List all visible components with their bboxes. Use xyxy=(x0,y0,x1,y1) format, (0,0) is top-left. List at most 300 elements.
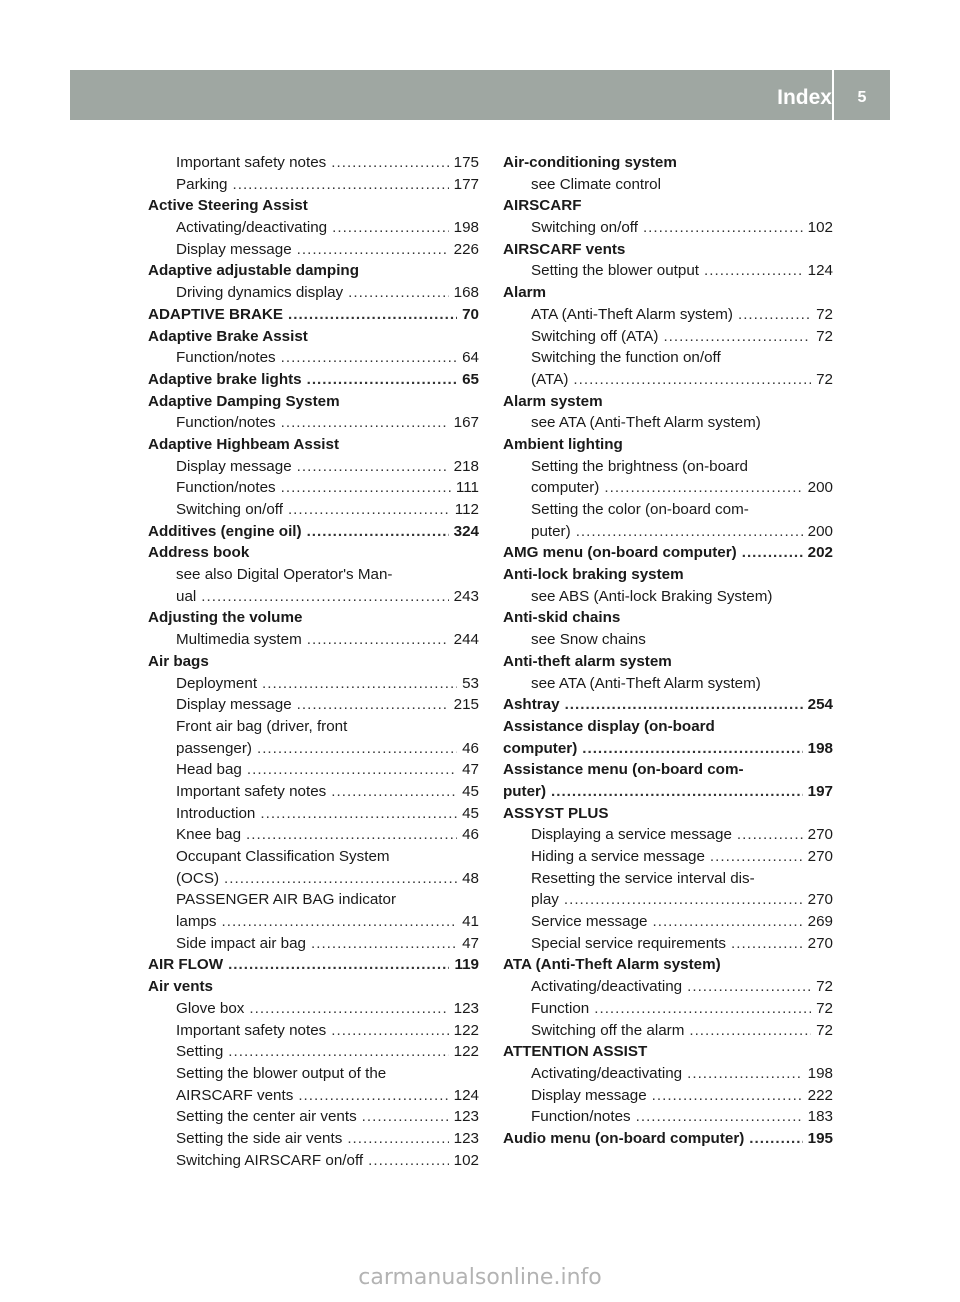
entry-text: Air bags xyxy=(148,652,209,670)
entry-text: Switching the function on/off xyxy=(531,349,721,367)
index-subentry xyxy=(148,477,479,499)
dot-leader xyxy=(565,694,803,716)
dot-leader xyxy=(257,738,457,760)
index-subentry xyxy=(503,347,833,369)
index-heading xyxy=(503,694,833,716)
page-reference[interactable]: 53 xyxy=(462,674,479,692)
entry-text: Switching off (ATA) xyxy=(531,327,659,345)
index-subentry xyxy=(148,998,479,1020)
dot-leader xyxy=(582,738,802,760)
dot-leader xyxy=(298,1085,448,1107)
entry-text: Special service requirements xyxy=(531,934,726,952)
entry-text: Function/notes xyxy=(176,479,276,497)
entry-text: ADAPTIVE BRAKE xyxy=(148,305,284,323)
page-reference[interactable]: 102 xyxy=(807,219,833,237)
section-title: Index xyxy=(777,86,832,109)
index-heading xyxy=(503,542,833,564)
entry-text: Setting the side air vents xyxy=(176,1129,343,1147)
dot-leader xyxy=(307,369,457,391)
index-subentry xyxy=(148,499,479,521)
page-reference[interactable]: 254 xyxy=(807,696,833,714)
dot-leader xyxy=(297,694,449,716)
entry-text: Adaptive brake lights xyxy=(148,370,302,388)
dot-leader xyxy=(594,998,811,1020)
page-reference[interactable]: 270 xyxy=(807,934,833,952)
page-reference[interactable]: 200 xyxy=(807,479,833,497)
index-subentry xyxy=(503,1063,833,1085)
index-heading xyxy=(503,954,833,976)
index-heading xyxy=(148,195,479,217)
page-reference[interactable]: 195 xyxy=(807,1129,833,1147)
page-reference[interactable]: 215 xyxy=(453,696,479,714)
page-reference[interactable]: 111 xyxy=(455,479,479,497)
index-subentry xyxy=(148,1128,479,1150)
page-reference[interactable]: 324 xyxy=(453,522,479,540)
page-reference[interactable]: 270 xyxy=(807,891,833,909)
dot-leader xyxy=(636,1106,803,1128)
dot-leader xyxy=(368,1150,449,1172)
index-subentry xyxy=(148,803,479,825)
page-reference[interactable]: 112 xyxy=(454,501,479,518)
dot-leader xyxy=(564,889,803,911)
entry-text: Ambient lighting xyxy=(503,435,623,453)
entry-text: (OCS) xyxy=(176,869,220,887)
watermark: carmanualsonline.info xyxy=(358,1265,602,1290)
entry-text: AIRSCARF vents xyxy=(503,240,626,258)
index-heading xyxy=(148,542,479,564)
index-heading xyxy=(503,759,833,781)
index-subentry xyxy=(503,673,833,695)
entry-text: (ATA) xyxy=(531,370,569,388)
dot-leader xyxy=(704,260,803,282)
dot-leader xyxy=(551,781,803,803)
index-subentry xyxy=(503,976,833,998)
index-heading xyxy=(503,239,833,261)
dot-leader xyxy=(731,933,803,955)
index-heading xyxy=(503,781,833,803)
index-subentry xyxy=(503,217,833,239)
dot-leader xyxy=(742,542,803,564)
page-reference[interactable]: 45 xyxy=(462,804,479,822)
dot-leader xyxy=(249,998,448,1020)
index-subentry xyxy=(148,694,479,716)
page-reference[interactable]: 226 xyxy=(453,240,479,258)
index-subentry xyxy=(503,1020,833,1042)
index-subentry xyxy=(503,521,833,543)
index-heading xyxy=(503,434,833,456)
entry-text: Air-conditioning system xyxy=(503,154,677,171)
index-subentry xyxy=(148,781,479,803)
entry-text: Assistance menu (on-board com- xyxy=(503,761,744,779)
dot-leader xyxy=(738,304,811,326)
entry-text: see ATA (Anti-Theft Alarm system) xyxy=(531,674,761,692)
entry-text: Driving dynamics display xyxy=(176,284,344,302)
page-reference[interactable]: 46 xyxy=(462,739,479,757)
index-heading xyxy=(503,738,833,760)
entry-text: Hiding a service message xyxy=(531,848,705,865)
entry-text: Introduction xyxy=(176,804,256,822)
index-heading xyxy=(503,607,833,629)
index-subentry xyxy=(148,716,479,738)
page-reference[interactable]: 70 xyxy=(462,305,479,323)
index-subentry xyxy=(148,456,479,478)
entry-text: Display message xyxy=(531,1086,647,1104)
dot-leader xyxy=(687,1063,803,1085)
entry-text: Function/notes xyxy=(176,349,276,367)
dot-leader xyxy=(281,347,457,369)
page-reference[interactable]: 183 xyxy=(807,1108,833,1126)
page-reference[interactable]: 270 xyxy=(807,826,833,844)
entry-text: Air vents xyxy=(148,978,213,996)
index-subentry xyxy=(503,1106,833,1128)
dot-leader xyxy=(233,174,449,196)
entry-text: PASSENGER AIR BAG indicator xyxy=(176,891,397,909)
page-reference[interactable]: 122 xyxy=(453,1021,479,1039)
index-subentry xyxy=(503,868,833,890)
entry-text: Ashtray xyxy=(503,696,560,714)
page-reference[interactable]: 123 xyxy=(453,1108,479,1126)
entry-text: computer) xyxy=(531,479,600,497)
entry-text: Service message xyxy=(531,913,648,931)
entry-text: Adaptive Brake Assist xyxy=(148,327,308,345)
page-reference[interactable]: 218 xyxy=(453,457,479,475)
page-reference[interactable]: 102 xyxy=(453,1151,479,1169)
entry-text: AIRSCARF vents xyxy=(176,1086,294,1104)
page-reference[interactable]: 222 xyxy=(807,1086,833,1104)
dot-leader xyxy=(749,1128,802,1150)
dot-leader xyxy=(347,1128,448,1150)
index-subentry xyxy=(148,564,479,586)
index-subentry xyxy=(148,911,479,933)
entry-text: Side impact air bag xyxy=(176,934,307,952)
index-subentry xyxy=(503,998,833,1020)
dot-leader xyxy=(653,911,803,933)
entry-text: Alarm system xyxy=(503,392,603,410)
entry-text: Assistance display (on-board xyxy=(503,717,715,735)
index-subentry xyxy=(148,824,479,846)
index-subentry xyxy=(148,673,479,695)
index-heading xyxy=(148,521,479,543)
entry-text: Activating/deactivating xyxy=(531,978,683,996)
index-subentry xyxy=(148,152,479,174)
index-heading xyxy=(148,326,479,348)
page-reference[interactable]: 123 xyxy=(453,999,479,1017)
index-heading xyxy=(148,434,479,456)
entry-text: Anti-theft alarm system xyxy=(503,652,672,670)
index-subentry xyxy=(503,1085,833,1107)
entry-text: puter) xyxy=(503,782,547,800)
page-reference[interactable]: 197 xyxy=(807,782,833,800)
dot-leader xyxy=(307,521,449,543)
entry-text: Important safety notes xyxy=(176,782,327,800)
entry-text: Switching AIRSCARF on/off xyxy=(176,1151,364,1169)
index-heading xyxy=(503,651,833,673)
entry-text: Setting the blower output xyxy=(531,262,700,280)
dot-leader xyxy=(228,954,449,976)
entry-text: see Climate control xyxy=(531,175,661,193)
entry-text: Display message xyxy=(176,457,292,475)
entry-text: Multimedia system xyxy=(176,631,302,649)
dot-leader xyxy=(331,1020,448,1042)
page-reference[interactable]: 72 xyxy=(816,978,833,996)
entry-text: Important safety notes xyxy=(176,154,327,171)
entry-text: Setting the brightness (on-board xyxy=(531,457,748,475)
entry-text: Important safety notes xyxy=(176,1021,327,1039)
index-heading xyxy=(503,1041,833,1063)
index-heading xyxy=(148,304,479,326)
index-subentry xyxy=(148,1041,479,1063)
index-heading xyxy=(503,564,833,586)
entry-text: Active Steering Assist xyxy=(148,197,308,215)
entry-text: Resetting the service interval dis- xyxy=(531,869,755,887)
entry-text: computer) xyxy=(503,739,578,757)
index-heading xyxy=(148,260,479,282)
entry-text: Anti-lock braking system xyxy=(503,566,684,584)
entry-text: see ABS (Anti-lock Braking System) xyxy=(531,587,773,605)
entry-text: Function/notes xyxy=(176,414,276,432)
index-heading xyxy=(148,391,479,413)
page-reference[interactable]: 64 xyxy=(462,349,479,367)
page-reference[interactable]: 198 xyxy=(807,1064,833,1082)
dot-leader xyxy=(297,456,449,478)
index-subentry xyxy=(503,933,833,955)
index-subentry xyxy=(148,759,479,781)
dot-leader xyxy=(288,304,457,326)
index-subentry xyxy=(148,217,479,239)
index-heading xyxy=(503,195,833,217)
dot-leader xyxy=(224,868,457,890)
page-reference[interactable]: 123 xyxy=(453,1129,479,1147)
entry-text: ASSYST PLUS xyxy=(503,804,609,822)
entry-text: ATA (Anti-Theft Alarm system) xyxy=(531,305,733,323)
dot-leader xyxy=(222,911,458,933)
index-subentry xyxy=(148,1085,479,1107)
entry-text: lamps xyxy=(176,913,217,931)
index-subentry xyxy=(148,412,479,434)
dot-leader xyxy=(247,759,457,781)
index-heading xyxy=(148,954,479,976)
entry-text: Anti-skid chains xyxy=(503,609,621,627)
page-reference[interactable]: 47 xyxy=(462,761,479,779)
entry-text: Front air bag (driver, front xyxy=(176,717,348,735)
page-reference[interactable]: 177 xyxy=(453,175,479,193)
dot-leader xyxy=(348,282,449,304)
entry-text: Additives (engine oil) xyxy=(148,522,302,540)
dot-leader xyxy=(689,1020,811,1042)
index-heading xyxy=(503,1128,833,1150)
page-reference[interactable]: 175 xyxy=(453,154,479,171)
entry-text: see ATA (Anti-Theft Alarm system) xyxy=(531,414,761,432)
page-reference[interactable]: 45 xyxy=(462,782,479,800)
index-subentry xyxy=(148,889,479,911)
index-subentry xyxy=(503,846,833,868)
dot-leader xyxy=(652,1085,803,1107)
entry-text: passenger) xyxy=(176,739,252,757)
entry-text: puter) xyxy=(531,522,571,540)
page-reference[interactable]: 167 xyxy=(453,414,479,432)
page-number: 5 xyxy=(857,89,867,106)
page-reference[interactable]: 269 xyxy=(807,913,833,931)
dot-leader xyxy=(332,217,449,239)
index-subentry xyxy=(503,477,833,499)
index-subentry xyxy=(148,738,479,760)
entry-text: Switching off the alarm xyxy=(531,1021,685,1039)
dot-leader xyxy=(228,1041,448,1063)
page-reference[interactable]: 202 xyxy=(807,544,833,562)
dot-leader xyxy=(288,499,450,521)
index-subentry xyxy=(148,347,479,369)
index-heading xyxy=(503,803,833,825)
dot-leader xyxy=(297,239,449,261)
dot-leader xyxy=(663,326,811,348)
page-reference[interactable]: 198 xyxy=(807,739,833,757)
index-subentry xyxy=(503,911,833,933)
entry-text: Adjusting the volume xyxy=(148,609,303,627)
index-column-left xyxy=(148,152,479,1171)
entry-text: Audio menu (on-board computer) xyxy=(503,1129,745,1147)
entry-text: AIR FLOW xyxy=(148,956,224,974)
entry-text: Activating/deactivating xyxy=(176,219,328,237)
entry-text: Adaptive Highbeam Assist xyxy=(148,435,340,453)
dot-leader xyxy=(362,1106,449,1128)
entry-text: Knee bag xyxy=(176,826,242,844)
entry-text: Setting xyxy=(176,1043,224,1061)
page-reference[interactable]: 72 xyxy=(816,1021,833,1039)
dot-leader xyxy=(331,781,457,803)
index-subentry xyxy=(148,846,479,868)
dot-leader xyxy=(331,152,448,174)
index-subentry xyxy=(503,824,833,846)
entry-text: Alarm xyxy=(503,284,547,302)
page-reference[interactable]: 168 xyxy=(453,284,479,302)
page-reference[interactable]: 124 xyxy=(807,262,833,280)
page-reference[interactable]: 72 xyxy=(816,327,833,345)
dot-leader xyxy=(281,412,449,434)
index-subentry xyxy=(148,868,479,890)
entry-text: Displaying a service message xyxy=(531,826,732,844)
entry-text: AMG menu (on-board computer) xyxy=(503,544,737,562)
entry-text: Adaptive adjustable damping xyxy=(148,262,359,280)
dot-leader xyxy=(262,673,457,695)
entry-text: Setting the blower output of the xyxy=(176,1064,387,1082)
index-subentry xyxy=(148,282,479,304)
entry-text: Function/notes xyxy=(531,1108,631,1126)
dot-leader xyxy=(604,477,802,499)
index-subentry xyxy=(148,1020,479,1042)
dot-leader xyxy=(260,803,457,825)
entry-text: ual xyxy=(176,587,197,605)
entry-text: Adaptive Damping System xyxy=(148,392,340,410)
page-reference[interactable]: 46 xyxy=(462,826,479,844)
index-subentry xyxy=(503,629,833,651)
index-subentry xyxy=(148,586,479,608)
page-reference[interactable]: 124 xyxy=(453,1086,479,1104)
dot-leader xyxy=(687,976,811,998)
page-reference[interactable]: 41 xyxy=(462,913,479,931)
index-subentry xyxy=(503,326,833,348)
index-subentry xyxy=(148,239,479,261)
dot-leader xyxy=(643,217,803,239)
entry-text: Occupant Classification System xyxy=(176,848,390,865)
index-subentry xyxy=(503,499,833,521)
page-reference[interactable]: 48 xyxy=(462,869,479,887)
entry-text: Switching on/off xyxy=(531,219,638,237)
page-reference[interactable]: 198 xyxy=(453,219,479,237)
entry-text: Switching on/off xyxy=(176,501,283,518)
page-reference[interactable]: 244 xyxy=(453,631,479,649)
entry-text: play xyxy=(531,891,559,909)
index-heading xyxy=(148,607,479,629)
dot-leader xyxy=(201,586,448,608)
index-subentry xyxy=(148,629,479,651)
page-reference[interactable]: 200 xyxy=(807,522,833,540)
page-reference[interactable]: 72 xyxy=(816,999,833,1017)
entry-text: see Snow chains xyxy=(531,631,646,649)
index-subentry xyxy=(148,1063,479,1085)
index-heading xyxy=(503,152,833,174)
entry-text: Setting the center air vents xyxy=(176,1108,357,1126)
page-reference[interactable]: 119 xyxy=(454,956,479,974)
index-subentry xyxy=(503,260,833,282)
index-heading xyxy=(503,391,833,413)
dot-leader xyxy=(307,629,449,651)
index-heading xyxy=(148,369,479,391)
entry-text: Address book xyxy=(148,544,250,562)
entry-text: AIRSCARF xyxy=(503,197,582,215)
index-subentry xyxy=(503,586,833,608)
index-subentry xyxy=(503,304,833,326)
index-subentry xyxy=(148,933,479,955)
dot-leader xyxy=(311,933,457,955)
index-heading xyxy=(503,716,833,738)
page-reference[interactable]: 72 xyxy=(816,305,833,323)
index-heading xyxy=(148,651,479,673)
page-reference[interactable]: 270 xyxy=(807,848,833,865)
index-heading xyxy=(503,282,833,304)
dot-leader xyxy=(576,521,803,543)
index-subentry xyxy=(148,174,479,196)
page-reference[interactable]: 122 xyxy=(453,1043,479,1061)
page-reference[interactable]: 72 xyxy=(816,370,833,388)
entry-text: Function xyxy=(531,999,590,1017)
index-subentry xyxy=(148,1150,479,1172)
entry-text: Activating/deactivating xyxy=(531,1064,683,1082)
index-heading xyxy=(148,976,479,998)
entry-text: Display message xyxy=(176,696,292,714)
index-subentry xyxy=(503,412,833,434)
entry-text: Setting the color (on-board com- xyxy=(531,501,749,518)
entry-text: Display message xyxy=(176,240,292,258)
dot-leader xyxy=(737,824,803,846)
index-subentry xyxy=(503,889,833,911)
dot-leader xyxy=(573,369,811,391)
index-subentry xyxy=(148,1106,479,1128)
header-bar xyxy=(70,70,890,120)
entry-text: ATTENTION ASSIST xyxy=(503,1043,648,1061)
page-reference[interactable]: 243 xyxy=(453,587,479,605)
page-reference[interactable]: 47 xyxy=(462,934,479,952)
page-reference[interactable]: 65 xyxy=(462,370,479,388)
entry-text: Deployment xyxy=(176,674,258,692)
index-subentry xyxy=(503,369,833,391)
dot-leader xyxy=(281,477,451,499)
index-subentry xyxy=(503,174,833,196)
entry-text: Head bag xyxy=(176,761,242,779)
index-column-right xyxy=(503,152,833,1150)
entry-text: see also Digital Operator's Man- xyxy=(176,566,393,584)
index-subentry xyxy=(503,456,833,478)
entry-text: Glove box xyxy=(176,999,245,1017)
